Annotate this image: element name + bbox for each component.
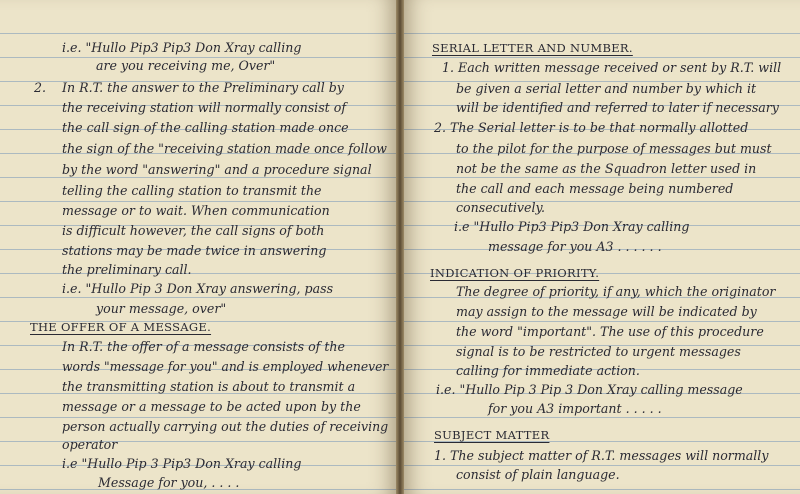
text-line: may assign to the message will be indicated by xyxy=(456,304,757,319)
text-line: message for you A3 . . . . . . xyxy=(488,239,662,254)
text-line: i.e. "Hullo Pip 3 Pip 3 Don Xray calling message xyxy=(436,382,743,397)
notebook-spine xyxy=(396,0,404,494)
text-line: will be identified and referred to later if necessary xyxy=(456,100,779,115)
text-line: consecutively. xyxy=(456,200,545,215)
text-line: consist of plain language. xyxy=(456,467,620,482)
text-line: for you A3 important . . . . . xyxy=(488,401,662,416)
text-line: words "message for you" and is employed whenever xyxy=(62,359,389,374)
text-line: i.e "Hullo Pip 3 Pip3 Don Xray calling xyxy=(62,456,302,471)
text-line: the call and each message being numbered xyxy=(456,181,734,196)
text-line: is difficult however, the call signs of both xyxy=(62,223,325,238)
text-line: the receiving station will normally consist of xyxy=(62,100,346,115)
text-line: operator xyxy=(62,437,118,452)
text-line: message or a message to be acted upon by the xyxy=(62,399,361,414)
left-page xyxy=(0,0,396,494)
text-line: stations may be made twice in answering xyxy=(62,243,327,258)
text-line: 2. The Serial letter is to be that normally allotted xyxy=(434,120,749,135)
item-number: 2. xyxy=(34,80,47,95)
section-heading: SERIAL LETTER AND NUMBER. xyxy=(432,41,633,55)
text-line: the word "important". The use of this procedure xyxy=(456,324,764,339)
text-line: Message for you, . . . . xyxy=(98,475,240,490)
text-line: In R.T. the answer to the Preliminary call by xyxy=(62,80,344,95)
text-line: telling the calling station to transmit the xyxy=(62,183,322,198)
text-line: In R.T. the offer of a message consists of the xyxy=(62,339,345,354)
text-line: to the pilot for the purpose of messages but must xyxy=(456,141,772,156)
text-line: by the word "answering" and a procedure signal xyxy=(62,162,372,177)
section-heading: SUBJECT MATTER xyxy=(434,428,550,442)
text-line: your message, over" xyxy=(96,301,227,316)
text-line: the call sign of the calling station made once xyxy=(62,120,349,135)
text-line: be given a serial letter and number by which it xyxy=(456,81,757,96)
section-heading: THE OFFER OF A MESSAGE. xyxy=(30,320,212,334)
text-line: signal is to be restricted to urgent messages xyxy=(456,344,741,359)
text-line: the transmitting station is about to transmit a xyxy=(62,379,356,394)
text-line: are you receiving me, Over" xyxy=(96,58,276,73)
text-line: the preliminary call. xyxy=(62,262,192,277)
section-heading: INDICATION OF PRIORITY. xyxy=(430,266,600,280)
text-line: the sign of the "receiving station made once follow xyxy=(62,141,387,156)
text-line: message or to wait. When communication xyxy=(62,203,330,218)
text-line: 1. Each written message received or sent by R.T. will xyxy=(442,60,782,75)
text-line: not be the same as the Squadron letter used in xyxy=(456,161,757,176)
text-line: i.e. "Hullo Pip 3 Don Xray answering, pass xyxy=(62,281,334,296)
text-line: calling for immediate action. xyxy=(456,363,640,378)
right-page xyxy=(404,0,800,494)
text-line: i.e. "Hullo Pip3 Pip3 Don Xray calling xyxy=(62,40,302,55)
text-line: i.e "Hullo Pip3 Pip3 Don Xray calling xyxy=(454,219,690,234)
text-line: person actually carrying out the duties of receiving xyxy=(62,419,389,434)
text-line: The degree of priority, if any, which the originator xyxy=(456,284,776,299)
text-line: 1. The subject matter of R.T. messages will normally xyxy=(434,448,769,463)
